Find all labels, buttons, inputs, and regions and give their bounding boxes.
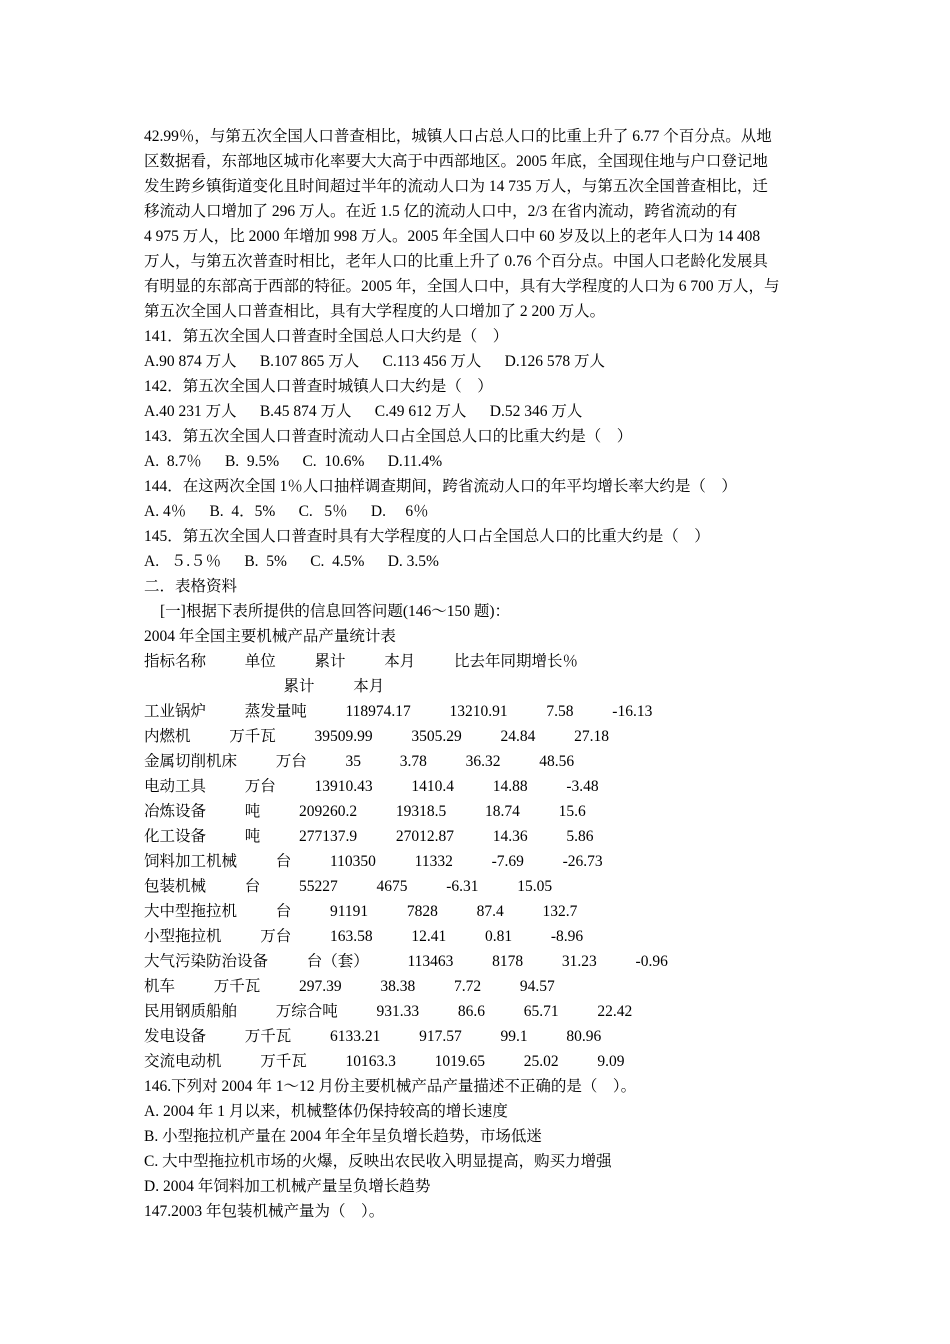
question-146-option-a: A. 2004 年 1 月以来，机械整体仍保持较高的增长速度 <box>144 1103 508 1120</box>
table-subheader: 累计 本月 <box>144 678 385 695</box>
table-row: 电动工具 万台 13910.43 1410.4 14.88 -3.48 <box>144 778 599 795</box>
question-143: 143．第五次全国人口普查时流动人口占全国总人口的比重大约是（ ） <box>144 428 633 445</box>
question-144: 144．在这两次全国 1％人口抽样调查期间，跨省流动人口的年平均增长率大约是（ ） <box>144 478 737 495</box>
table-row: 大中型拖拉机 台 91191 7828 87.4 132.7 <box>144 903 578 920</box>
question-142-options: A.40 231 万人 B.45 874 万人 C.49 612 万人 D.52 346 万人 <box>144 403 583 420</box>
table-row: 包装机械 台 55227 4675 -6.31 15.05 <box>144 878 553 895</box>
section-title: 二．表格资料 <box>144 578 238 595</box>
document-page <box>144 124 812 1224</box>
table-row: 化工设备 吨 277137.9 27012.87 14.36 5.86 <box>144 828 594 845</box>
table-body <box>144 699 812 1074</box>
table-row: 工业锅炉 蒸发量吨 118974.17 13210.91 7.58 -16.13 <box>144 703 653 720</box>
table-row: 小型拖拉机 万台 163.58 12.41 0.81 -8.96 <box>144 928 584 945</box>
table-row: 发电设备 万千瓦 6133.21 917.57 99.1 80.96 <box>144 1028 602 1045</box>
passage-line: 4 975 万人，比 2000 年增加 998 万人。2005 年全国人口中 60 岁及以上的老年人口为 14 408 <box>144 228 761 245</box>
table-row: 内燃机 万千瓦 39509.99 3505.29 24.84 27.18 <box>144 728 610 745</box>
table-row: 交流电动机 万千瓦 10163.3 1019.65 25.02 9.09 <box>144 1053 625 1070</box>
question-146-option-d: D. 2004 年饲料加工机械产量呈负增长趋势 <box>144 1178 431 1195</box>
question-141-options: A.90 874 万人 B.107 865 万人 C.113 456 万人 D.126 578 万人 <box>144 353 605 370</box>
passage-line: 万人，与第五次普查时相比，老年人口的比重上升了 0.76 个百分点。中国人口老龄化发展具 <box>144 253 768 270</box>
passage-line: 42.99％，与第五次全国人口普查相比，城镇人口占总人口的比重上升了 6.77 个百分点。从地 <box>144 128 772 145</box>
table-row: 大气污染防治设备 台（套） 113463 8178 31.23 -0.96 <box>144 953 668 970</box>
question-145-options: A. ５.５％ B. 5% C. 4.5% D. 3.5% <box>144 553 439 570</box>
question-146: 146.下列对 2004 年 1～12 月份主要机械产品产量描述不正确的是（ ）。 <box>144 1078 637 1095</box>
table-row: 机车 万千瓦 297.39 38.38 7.72 94.57 <box>144 978 555 995</box>
question-147: 147.2003 年包装机械产量为（ ）。 <box>144 1203 385 1220</box>
section-intro: [一]根据下表所提供的信息回答问题(146～150 题)： <box>160 603 511 620</box>
question-146-option-c: C. 大中型拖拉机市场的火爆，反映出农民收入明显提高，购买力增强 <box>144 1153 612 1170</box>
question-144-options: A. 4％ B. 4．5% C. 5％ D. 6％ <box>144 503 429 520</box>
question-141: 141．第五次全国人口普查时全国总人口大约是（ ） <box>144 328 509 345</box>
passage-line: 发生跨乡镇街道变化且时间超过半年的流动人口为 14 735 万人，与第五次全国普查相比，迁 <box>144 178 768 195</box>
table-row: 冶炼设备 吨 209260.2 19318.5 18.74 15.6 <box>144 803 586 820</box>
table-row: 饲料加工机械 台 110350 11332 -7.69 -26.73 <box>144 853 603 870</box>
question-146-option-b: B. 小型拖拉机产量在 2004 年全年呈负增长趋势，市场低迷 <box>144 1128 542 1145</box>
passage <box>144 124 812 324</box>
table-header: 指标名称 单位 累计 本月 比去年同期增长％ <box>144 653 579 670</box>
passage-line: 移流动人口增加了 296 万人。在近 1.5 亿的流动人口中，2/3 在省内流动，跨省流动的有 <box>144 203 738 220</box>
question-143-options: A. 8.7％ B. 9.5% C. 10.6% D.11.4% <box>144 453 443 470</box>
table-title: 2004 年全国主要机械产品产量统计表 <box>144 628 396 645</box>
question-142: 142．第五次全国人口普查时城镇人口大约是（ ） <box>144 378 493 395</box>
passage-line: 第五次全国人口普查相比，具有大学程度的人口增加了 2 200 万人。 <box>144 303 606 320</box>
question-145: 145．第五次全国人口普查时具有大学程度的人口占全国总人口的比重大约是（ ） <box>144 528 710 545</box>
table-row: 民用钢质船舶 万综合吨 931.33 86.6 65.71 22.42 <box>144 1003 633 1020</box>
table-row: 金属切削机床 万台 35 3.78 36.32 48.56 <box>144 753 575 770</box>
passage-line: 有明显的东部高于西部的特征。2005 年，全国人口中，具有大学程度的人口为 6 700 万人，与 <box>144 278 780 295</box>
passage-line: 区数据看，东部地区城市化率要大大高于中西部地区。2005 年底，全国现住地与户口登记地 <box>144 153 768 170</box>
